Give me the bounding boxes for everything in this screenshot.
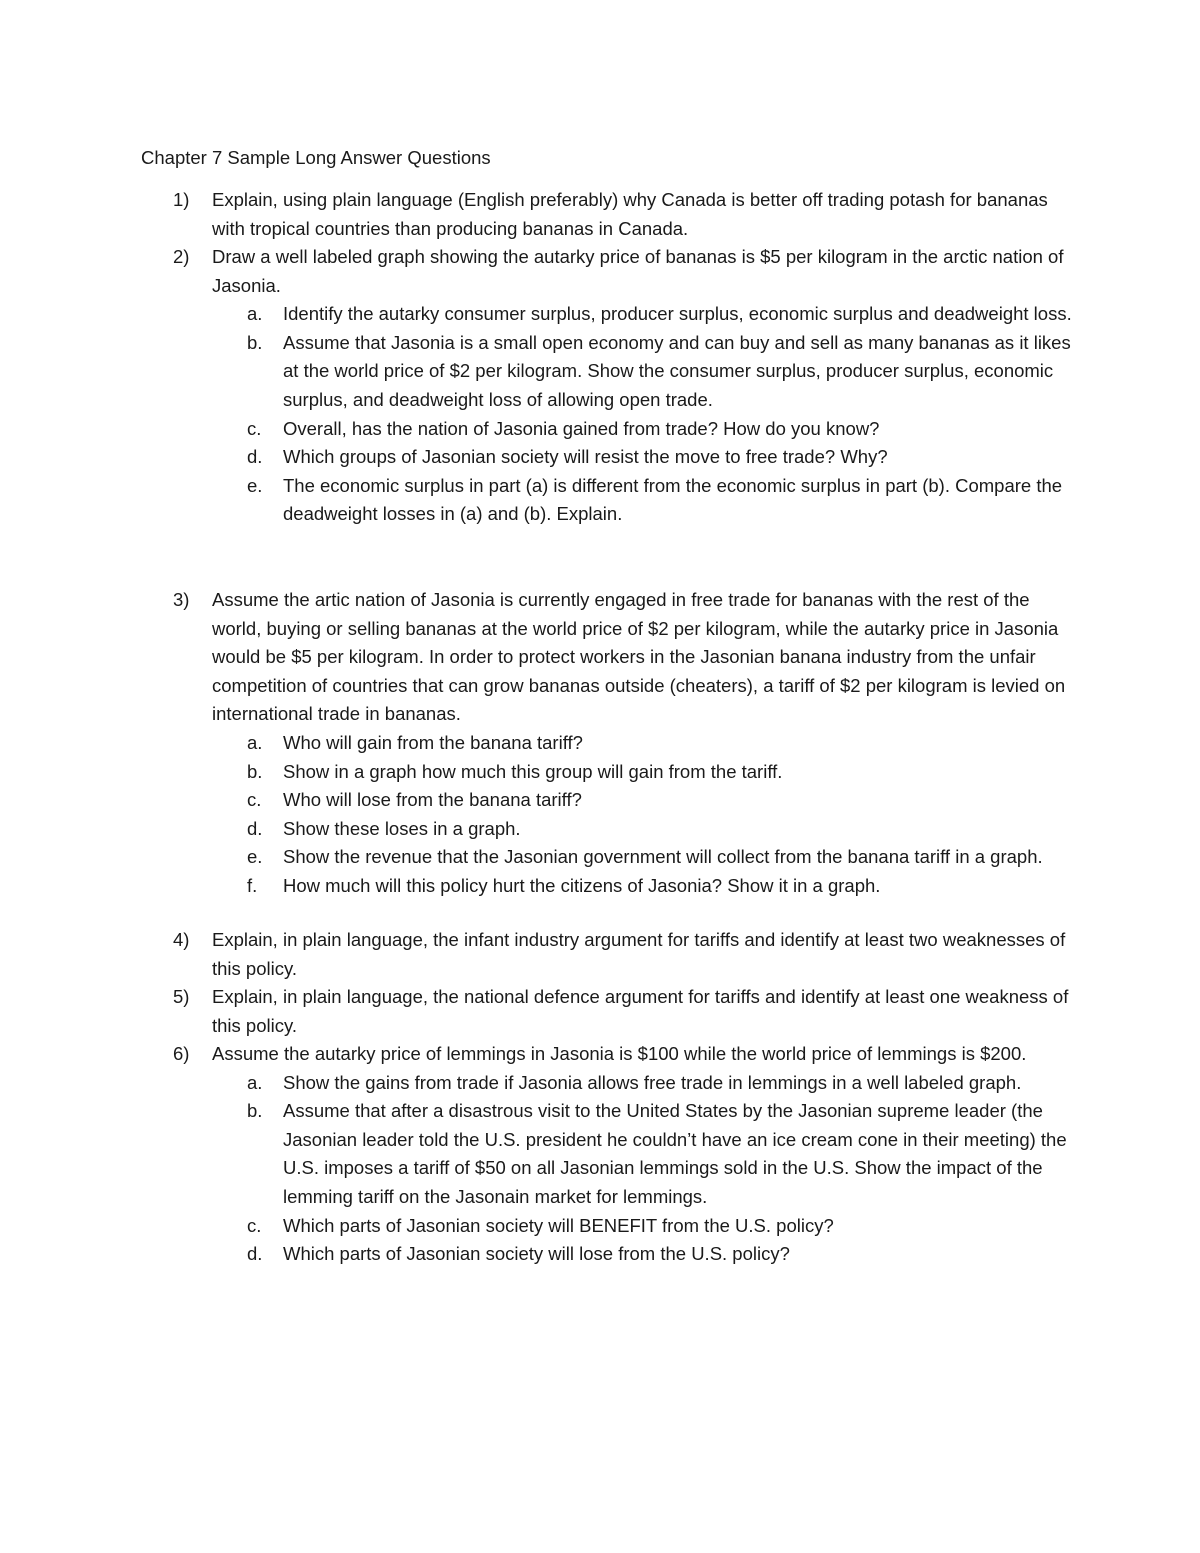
- sub-question-letter: f.: [247, 874, 258, 896]
- sub-question-text: Assume that after a disastrous visit to the United States by the Jasonian supreme leader (the Jasonian leader told the U.S. president he couldn’t have an ice cream cone in their meeting) the U.S. imposes a tariff of $50 on all Jasonian lemmings sold in the U.S. Show the impact of the lemming tariff on the Jasonain market for lemmings.: [283, 1100, 1067, 1207]
- sub-question: [212, 815, 1032, 844]
- sub-question-text: Who will lose from the banana tariff?: [283, 789, 582, 811]
- sub-question-letter: c.: [247, 789, 262, 811]
- question-text: Explain, using plain language (English preferably) why Canada is better off trading potash for bananas with tropical countries than producing bananas in Canada.: [212, 189, 1048, 239]
- sub-question-text: Assume that Jasonia is a small open economy and can buy and sell as many bananas as it likes at the world price of $2 per kilogram. Show the consumer surplus, producer surplus, economic surplus, and deadweight loss of allowing open trade.: [283, 331, 1071, 410]
- sub-question-letter: e.: [247, 846, 263, 868]
- sub-question-letter: b.: [247, 760, 263, 782]
- sub-question-text: Who will gain from the banana tariff?: [283, 731, 583, 753]
- sub-question-text: Show the gains from trade if Jasonia allows free trade in lemmings in a well labeled graph.: [283, 1071, 1022, 1093]
- sub-question-text: Which groups of Jasonian society will resist the move to free trade? Why?: [283, 446, 888, 468]
- sub-question-text: How much will this policy hurt the citizens of Jasonia? Show it in a graph.: [283, 874, 881, 896]
- question-number: 6): [173, 1043, 190, 1064]
- sub-question-letter: a.: [247, 1071, 263, 1093]
- sub-question-letter: a.: [247, 303, 263, 325]
- question-number: 1): [173, 189, 190, 210]
- sub-question: [212, 415, 1032, 444]
- document-title: Chapter 7 Sample Long Answer Questions: [141, 147, 491, 168]
- sub-question-text: Show in a graph how much this group will gain from the tariff.: [283, 760, 783, 782]
- question-text: Assume the autarky price of lemmings in Jasonia is $100 while the world price of lemmings is $200.: [212, 1043, 1027, 1064]
- question-3: [173, 586, 1073, 901]
- sub-question: [212, 786, 1032, 815]
- question-text: Draw a well labeled graph showing the autarky price of bananas is $5 per kilogram in the arctic nation of Jasonia.: [212, 246, 1064, 296]
- sub-question-letter: d.: [247, 817, 263, 839]
- question-text: Assume the artic nation of Jasonia is currently engaged in free trade for bananas with the rest of the world, buying or selling bananas at the world price of $2 per kilogram, while the autarky price in Jasonia would be $5 per kilogram. In order to protect workers in the Jasonian banana industry from the unfair competition of countries that can grow bananas outside (cheaters), a tariff of $2 per kilogram is levied on international trade in bananas.: [212, 589, 1066, 725]
- sub-question-letter: e.: [247, 474, 263, 496]
- question-6: [173, 1040, 1073, 1269]
- question-number: 2): [173, 246, 190, 267]
- question-number: 5): [173, 986, 190, 1007]
- sub-question-letter: d.: [247, 446, 263, 468]
- sub-question: [212, 329, 1071, 415]
- sub-question-text: Show these loses in a graph.: [283, 817, 521, 839]
- sub-question: [212, 843, 1043, 872]
- sub-question-text: Overall, has the nation of Jasonia gained from trade? How do you know?: [283, 417, 880, 439]
- question-number: 3): [173, 589, 190, 610]
- question-text: Explain, in plain language, the infant industry argument for tariffs and identify at least two weaknesses of this policy.: [212, 929, 1066, 979]
- sub-question-text: Identify the autarky consumer surplus, producer surplus, economic surplus and deadweight loss.: [283, 303, 1072, 325]
- sub-question-text: Which parts of Jasonian society will BENEFIT from the U.S. policy?: [283, 1214, 834, 1236]
- sub-question: [212, 1212, 1032, 1241]
- question-1: [173, 186, 1073, 243]
- sub-question: [212, 443, 1032, 472]
- sub-question: [212, 1240, 1032, 1269]
- sub-question: [212, 300, 1072, 329]
- sub-question-letter: b.: [247, 1100, 263, 1122]
- sub-question-text: The economic surplus in part (a) is different from the economic surplus in part (b). Compare the deadweight losses in (a) and (b). Explain.: [283, 474, 1063, 525]
- sub-question-letter: c.: [247, 1214, 262, 1236]
- sub-question: [212, 472, 1063, 529]
- sub-question-letter: d.: [247, 1243, 263, 1265]
- sub-question-letter: c.: [247, 417, 262, 439]
- sub-question: [212, 872, 1032, 901]
- sub-question: [212, 1069, 1032, 1098]
- sub-question-letter: b.: [247, 331, 263, 353]
- question-number: 4): [173, 929, 190, 950]
- sub-question: [212, 729, 1032, 758]
- sub-question-text: Which parts of Jasonian society will lose from the U.S. policy?: [283, 1243, 790, 1265]
- question-text: Explain, in plain language, the national defence argument for tariffs and identify at least one weakness of this policy.: [212, 986, 1069, 1036]
- sub-question-letter: a.: [247, 731, 263, 753]
- question-5: [173, 983, 1073, 1040]
- sub-question: [212, 1097, 1067, 1211]
- sub-question: [212, 758, 1032, 787]
- question-4: [173, 926, 1073, 983]
- question-2: [173, 243, 1073, 529]
- sub-question-text: Show the revenue that the Jasonian government will collect from the banana tariff in a graph.: [283, 846, 1043, 868]
